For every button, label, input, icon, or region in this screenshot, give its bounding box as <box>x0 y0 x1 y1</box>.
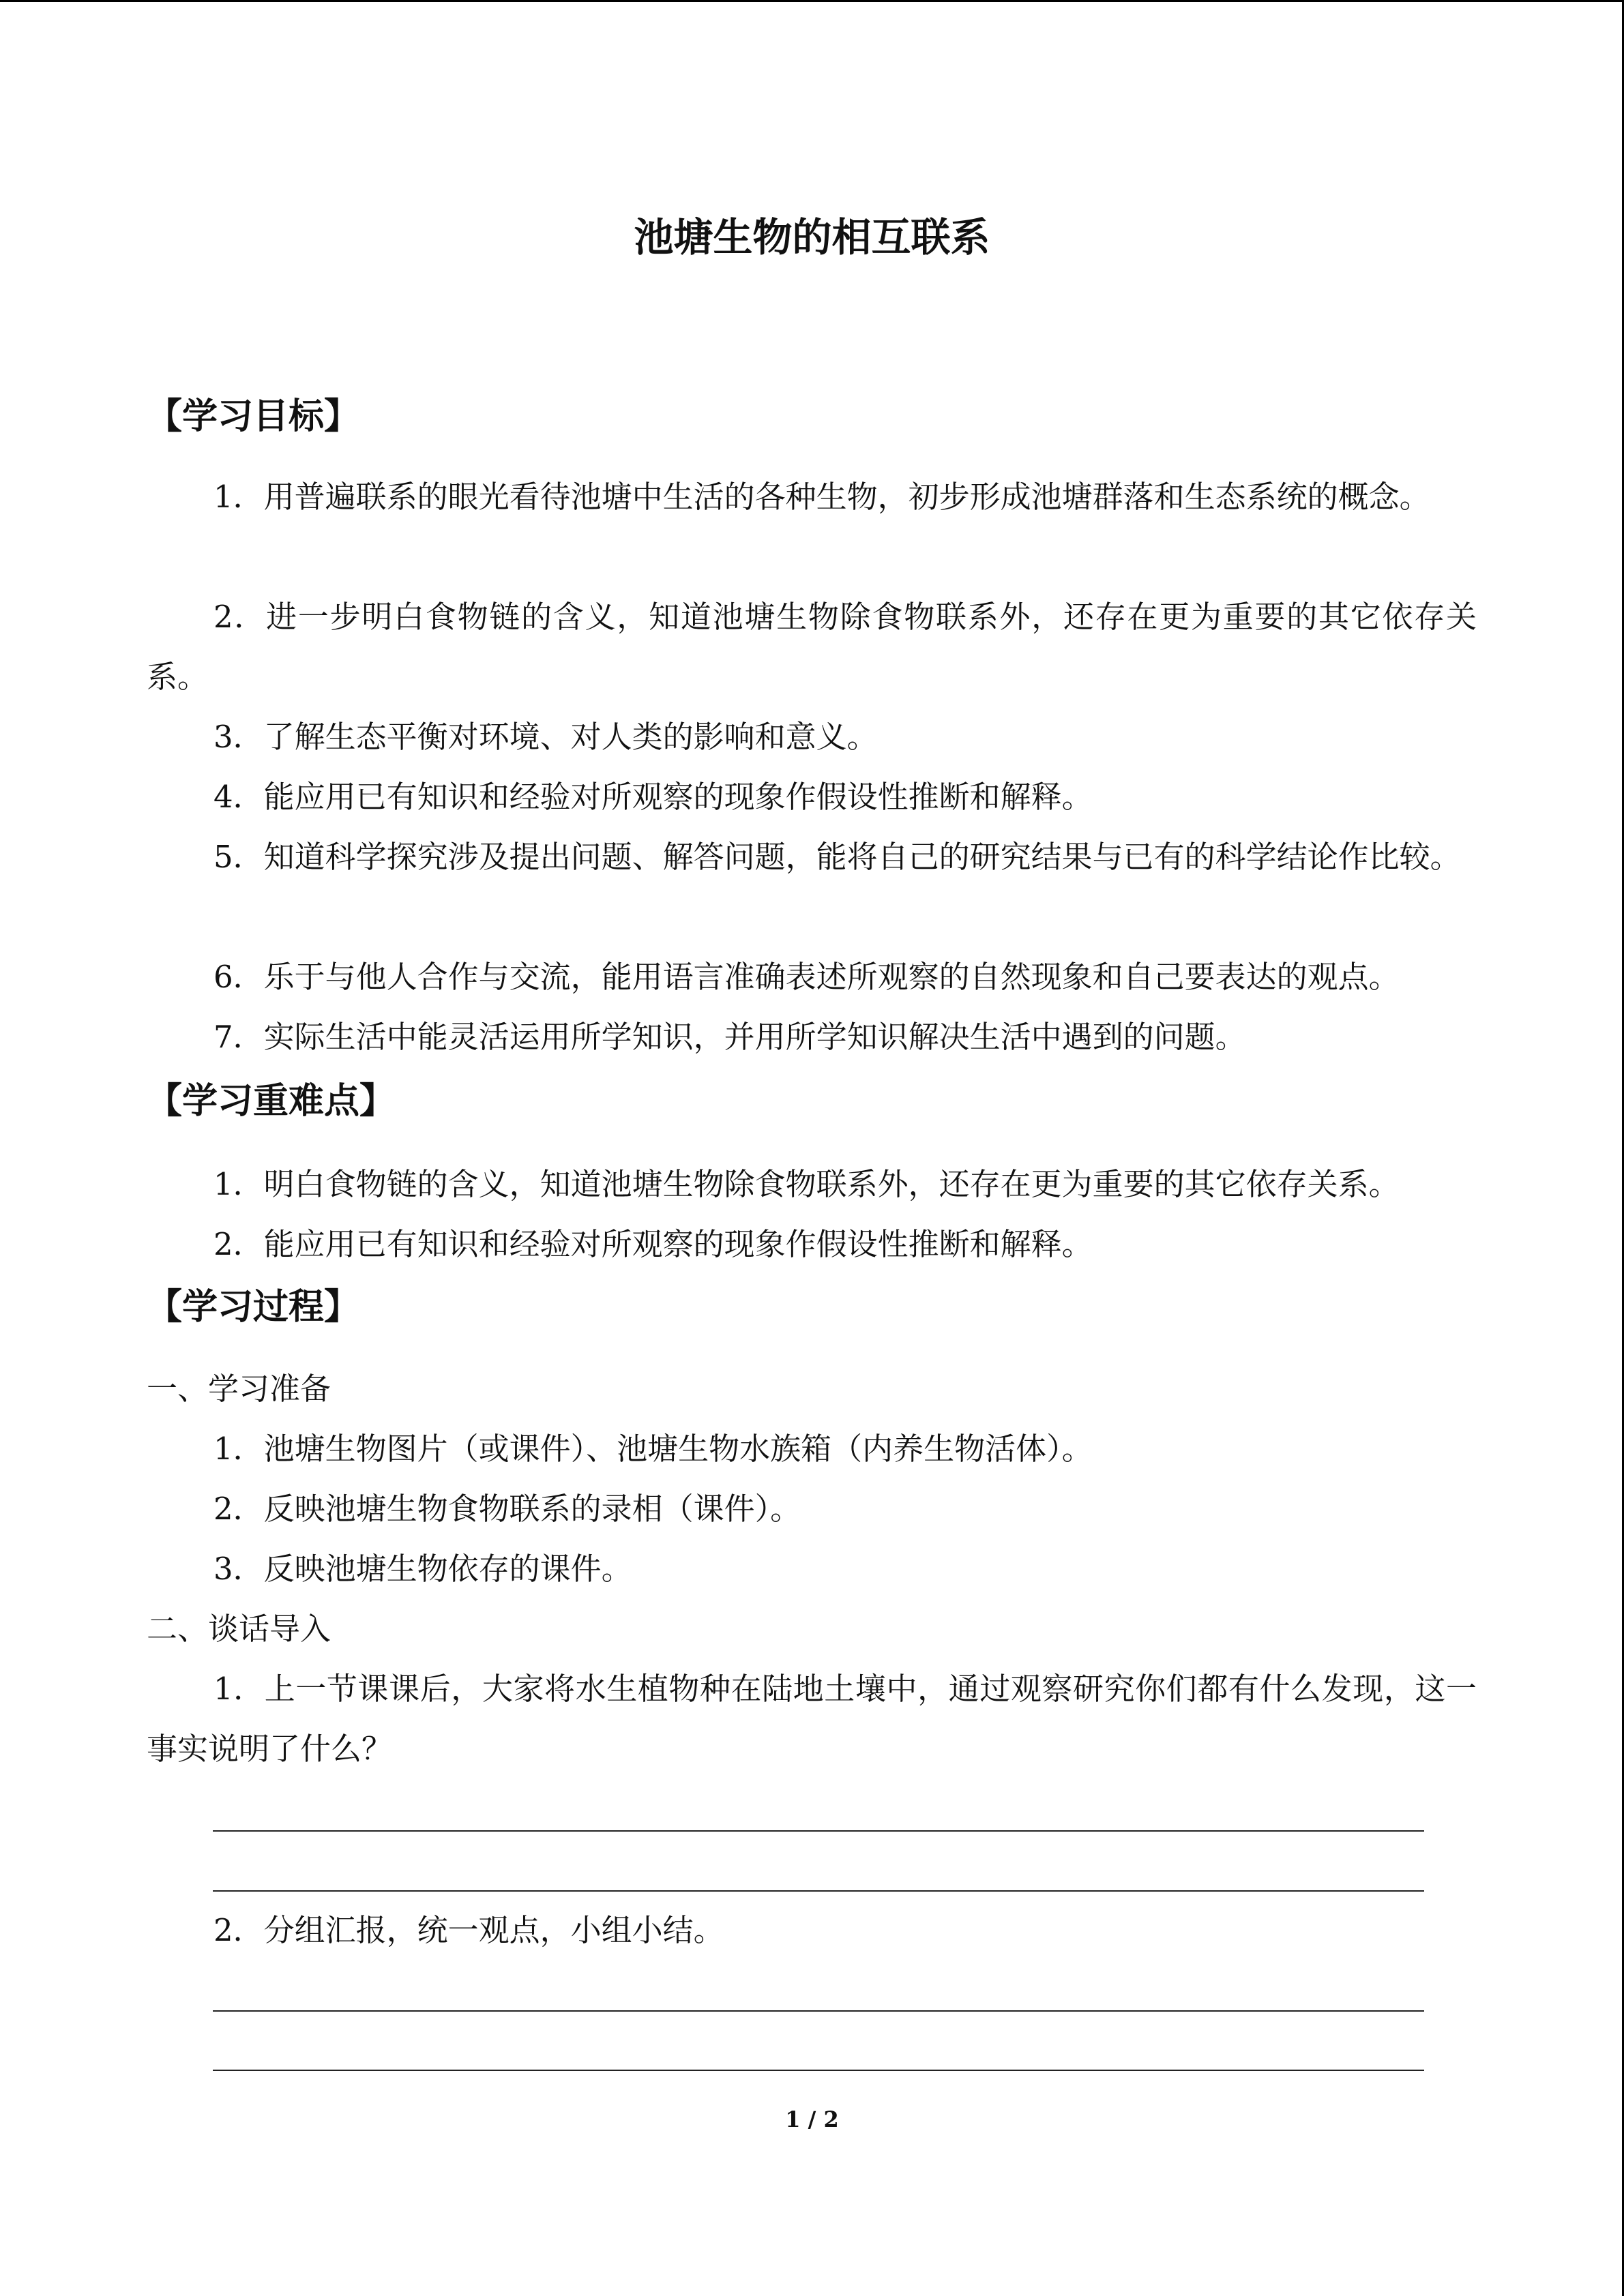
introduction-item-1: 1．上一节课课后，大家将水生植物种在陆地土壤中，通过观察研究你们都有什么发现，这一事实说明了什么？ <box>147 1671 1477 1767</box>
key-point-item-2: 2．能应用已有知识和经验对所观察的现象作假设性推断和解释。 <box>213 1226 1093 1262</box>
introduction-item-2: 2．分组汇报，统一观点，小组小结。 <box>213 1912 724 1948</box>
key-points-heading: 【学习重难点】 <box>147 1080 396 1122</box>
answer-line[interactable] <box>213 1830 1424 1832</box>
objective-item-1: 1．用普遍联系的眼光看待池塘中生活的各种生物，初步形成池塘群落和生态系统的概念。 <box>213 479 1430 515</box>
objective-item-2: 2．进一步明白食物链的含义，知道池塘生物除食物联系外，还存在更为重要的其它依存关系。 <box>147 599 1477 695</box>
document-title: 池塘生物的相互联系 <box>634 214 990 260</box>
objective-item-4: 4．能应用已有知识和经验对所观察的现象作假设性推断和解释。 <box>213 779 1093 815</box>
page-number: 1 / 2 <box>785 2106 839 2132</box>
objective-item-7: 7．实际生活中能灵活运用所学知识，并用所学知识解决生活中遇到的问题。 <box>213 1019 1246 1055</box>
objectives-heading: 【学习目标】 <box>147 396 360 437</box>
objective-item-3: 3．了解生态平衡对环境、对人类的影响和意义。 <box>213 719 878 755</box>
objective-item-6: 6．乐于与他人合作与交流，能用语言准确表述所观察的自然现象和自己要表达的观点。 <box>213 959 1400 995</box>
preparation-item-2: 2．反映池塘生物食物联系的录相（课件）。 <box>213 1491 801 1527</box>
objective-item-5: 5．知道科学探究涉及提出问题、解答问题，能将自己的研究结果与已有的科学结论作比较。 <box>213 839 1461 875</box>
answer-line[interactable] <box>213 2010 1424 2012</box>
preparation-heading: 一、学习准备 <box>147 1371 331 1407</box>
preparation-item-1: 1．池塘生物图片（或课件）、池塘生物水族箱（内养生物活体）。 <box>213 1431 1093 1467</box>
preparation-item-3: 3．反映池塘生物依存的课件。 <box>213 1551 632 1587</box>
process-heading: 【学习过程】 <box>147 1286 360 1328</box>
introduction-heading: 二、谈话导入 <box>147 1611 331 1647</box>
answer-line[interactable] <box>213 1890 1424 1892</box>
answer-line[interactable] <box>213 2070 1424 2071</box>
key-point-item-1: 1．明白食物链的含义，知道池塘生物除食物联系外，还存在更为重要的其它依存关系。 <box>213 1166 1400 1202</box>
